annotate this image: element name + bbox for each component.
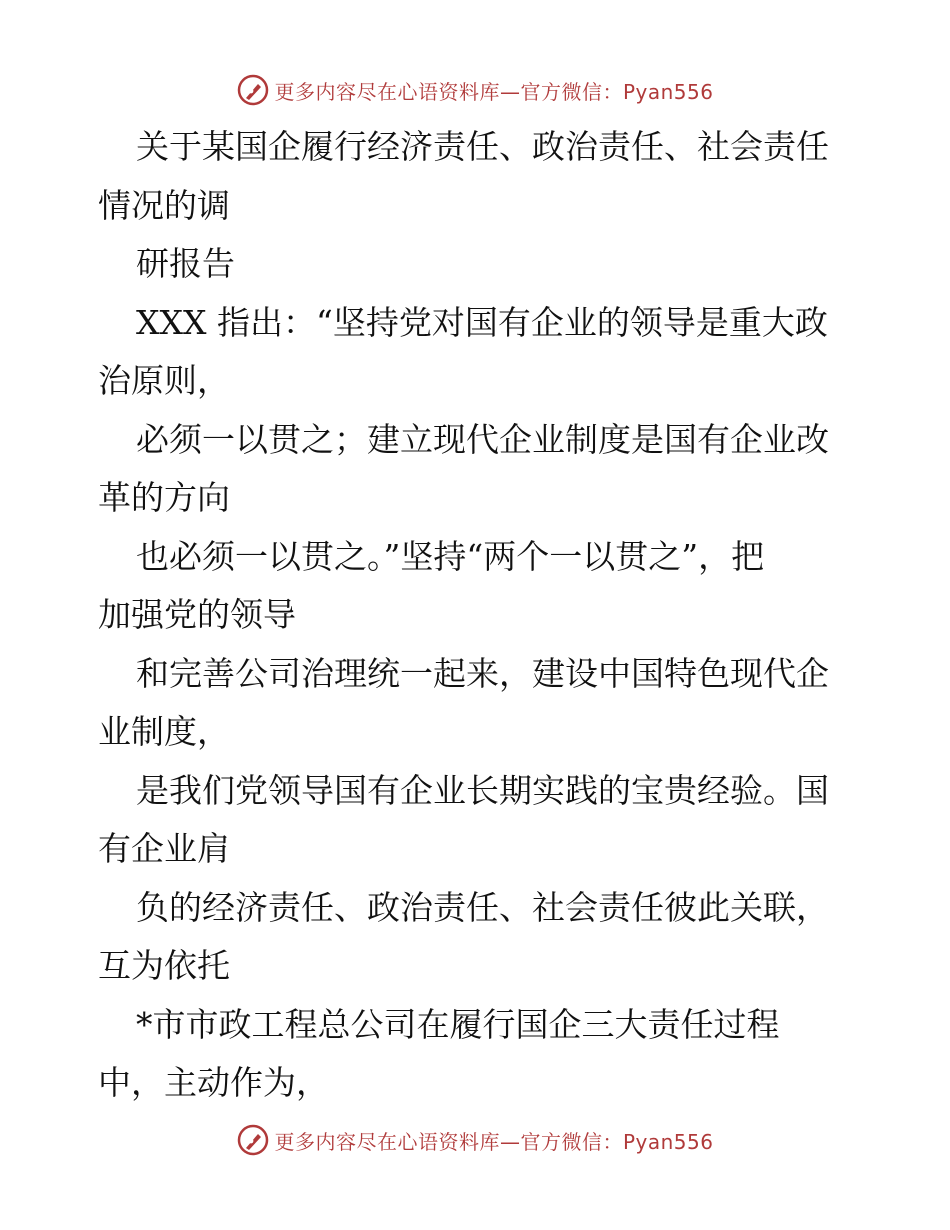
- text-line: 负的经济责任、政治责任、社会责任彼此关联，: [136, 887, 829, 927]
- text-line: 革的方向: [98, 478, 230, 517]
- pen-nib-logo-icon: [236, 73, 270, 107]
- text-line: 业制度，: [98, 712, 230, 751]
- text-line: XXX 指出：“坚持党对国有企业的领导是重大政: [136, 302, 828, 342]
- text-line: 关于某国企履行经济责任、政治责任、社会责任: [136, 127, 829, 166]
- watermark-text: 更多内容尽在心语资料库—官方微信：Pyan556: [274, 79, 714, 104]
- text-line: 和完善公司治理统一起来，建设中国特色现代企: [136, 653, 829, 693]
- text-line: 加强党的领导: [98, 595, 296, 634]
- watermark-text: 更多内容尽在心语资料库—官方微信：Pyan556: [274, 1129, 714, 1154]
- footer-watermark-banner: [0, 1120, 950, 1160]
- text-line: 也必须一以贯之。”坚持“两个一以贯之”，把: [136, 536, 765, 576]
- text-line: 是我们党领导国有企业长期实践的宝贵经验。国: [136, 770, 829, 810]
- text-line: 情况的调: [98, 185, 230, 225]
- header-watermark-banner: [0, 70, 950, 110]
- text-line: *市市政工程总公司在履行国企三大责任过程: [136, 1004, 780, 1044]
- text-line: 互为依托: [98, 946, 230, 985]
- text-line: 有企业肩: [98, 829, 230, 868]
- document-body: [98, 118, 858, 1113]
- text-line: 中，主动作为，: [98, 1063, 329, 1102]
- text-line: 治原则，: [98, 361, 230, 400]
- text-line: 必须一以贯之；建立现代企业制度是国有企业改: [136, 419, 829, 459]
- pen-nib-logo-icon: [236, 1123, 270, 1157]
- text-line: 研报告: [136, 244, 235, 283]
